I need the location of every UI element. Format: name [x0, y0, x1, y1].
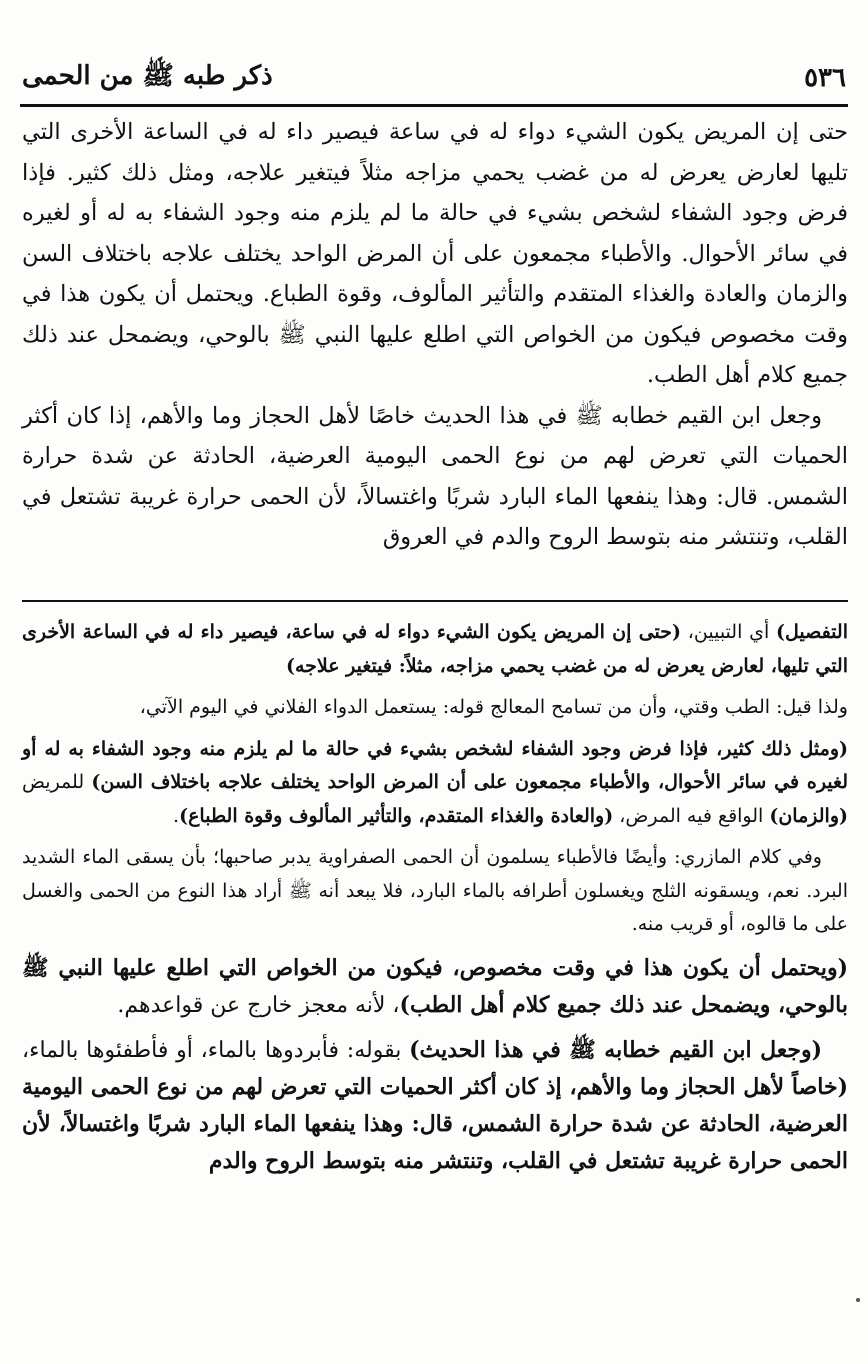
header-rule: [20, 104, 848, 107]
margin-mark: [856, 1298, 860, 1302]
page-header: [22, 52, 846, 104]
note-1-gloss: أي التبيين،: [681, 621, 776, 643]
footnote-separator: [22, 600, 848, 602]
note-6-quote-2: (خاصاً لأهل الحجاز وما والأهم، إذ كان أكثر الحميات التي تعرض لهم من نوع الحمى اليومية العرضية، الحادثة عن شدة حرارة الشمس، قال: وهذا ينفعها الماء البارد شربًا واغتسالاً، لأن الحمى حرارة غريبة تشتعل في القلب، وتنتشر منه بتوسط الروح والدم: [22, 1073, 848, 1174]
note-3-gloss-2: الواقع فيه المرض،: [613, 804, 770, 827]
note-5-quote: (ويحتمل أن يكون هذا في وقت مخصوص، فيكون من الخواص التي اطلع عليها النبي ﷺ بالوحي، ويضمحل عند ذلك جميع كلام أهل الطب): [22, 954, 848, 1018]
note-2-text: ولذا قيل: الطب وقتي، وأن من تسامح المعالج قوله: يستعمل الدواء الفلاني في اليوم الآتي،: [139, 696, 848, 718]
note-5: [22, 950, 848, 1024]
main-text: [22, 112, 848, 558]
note-3-quote-3: (والعادة والغذاء المتقدم، والتأثير المألوف وقوة الطباع): [179, 804, 614, 827]
note-3: [22, 733, 848, 834]
note-2: [22, 691, 848, 725]
commentary: [22, 616, 848, 1188]
note-1-quote: (حتى إن المريض يكون الشيء دواء له في ساعة، فيصير داء له في الساعة الأخرى التي تليها، لعارض يعرض له من غضب يحمي مزاجه، مثلاً: فيتغير علاجه): [22, 621, 848, 677]
main-paragraph-1: حتى إن المريض يكون الشيء دواء له في ساعة فيصير داء له في الساعة الأخرى التي تليها لعارض يعرض له من غضب يحمي مزاجه مثلاً فيتغير علاجه، ومثل ذلك كثير. فإذا فرض وجود الشفاء لشخص بشيء في حالة ما لم يلزم منه وجود الشفاء به له أو لغيره في سائر الأحوال. والأطباء مجمعون على أن المرض الواحد يختلف علاجه باختلاف السن والزمان والعادة والغذاء المتقدم والتأثير المألوف، وقوة الطباع. ويحتمل أن يكون هذا في وقت مخصوص فيكون من الخواص التي اطلع عليها النبي ﷺ بالوحي، ويضمحل عند ذلك جميع كلام أهل الطب.: [22, 119, 848, 388]
note-3-quote-2: (والزمان): [769, 804, 848, 827]
note-3-gloss-1: للمريض: [22, 771, 92, 793]
note-1-head: التفصيل): [775, 621, 848, 643]
note-6-quote: (وجعل ابن القيم خطابه ﷺ في هذا الحديث): [409, 1036, 822, 1063]
note-4-text: وفي كلام المازري: وأيضًا فالأطباء يسلمون أن الحمى الصفراوية يدبر صاحبها؛ بأن يسقى الماء الشديد البرد. نعم، ويسقونه الثلج ويغسلون أطرافه بالماء البارد، فلا يبعد أنه ﷺ أراد هذا النوع من الحمى والغسل على ما قالوه، أو قريب منه.: [22, 846, 848, 935]
note-6: [22, 1032, 848, 1180]
note-3-end: .: [173, 804, 180, 827]
running-title: ذكر طبه ﷺ من الحمى: [22, 61, 273, 91]
main-paragraph-2: وجعل ابن القيم خطابه ﷺ في هذا الحديث خاصًا لأهل الحجاز وما والأهم، إذا كان أكثر الحميات التي تعرض لهم من نوع الحمى اليومية العرضية، الحادثة عن شدة حرارة الشمس. قال: وهذا ينفعها الماء البارد شربًا واغتسالاً، لأن الحمى حرارة غريبة تشتعل في القلب، وتنتشر منه بتوسط الروح والدم في العروق: [22, 402, 848, 550]
note-5-gloss: ، لأنه معجز خارج عن قواعدهم.: [117, 992, 400, 1018]
note-4: [22, 841, 848, 942]
note-6-gloss: بقوله: فأبردوها بالماء، أو فأطفئوها بالماء،: [22, 1037, 410, 1063]
note-3-quote: (ومثل ذلك كثير، فإذا فرض وجود الشفاء لشخص بشيء في حالة ما لم يلزم منه وجود الشفاء به له أو لغيره في سائر الأحوال، والأطباء مجمعون على أن المرض الواحد يختلف علاجه باختلاف السن): [22, 737, 848, 793]
page-number: ٥٣٦: [804, 63, 846, 93]
note-1: [22, 616, 848, 683]
